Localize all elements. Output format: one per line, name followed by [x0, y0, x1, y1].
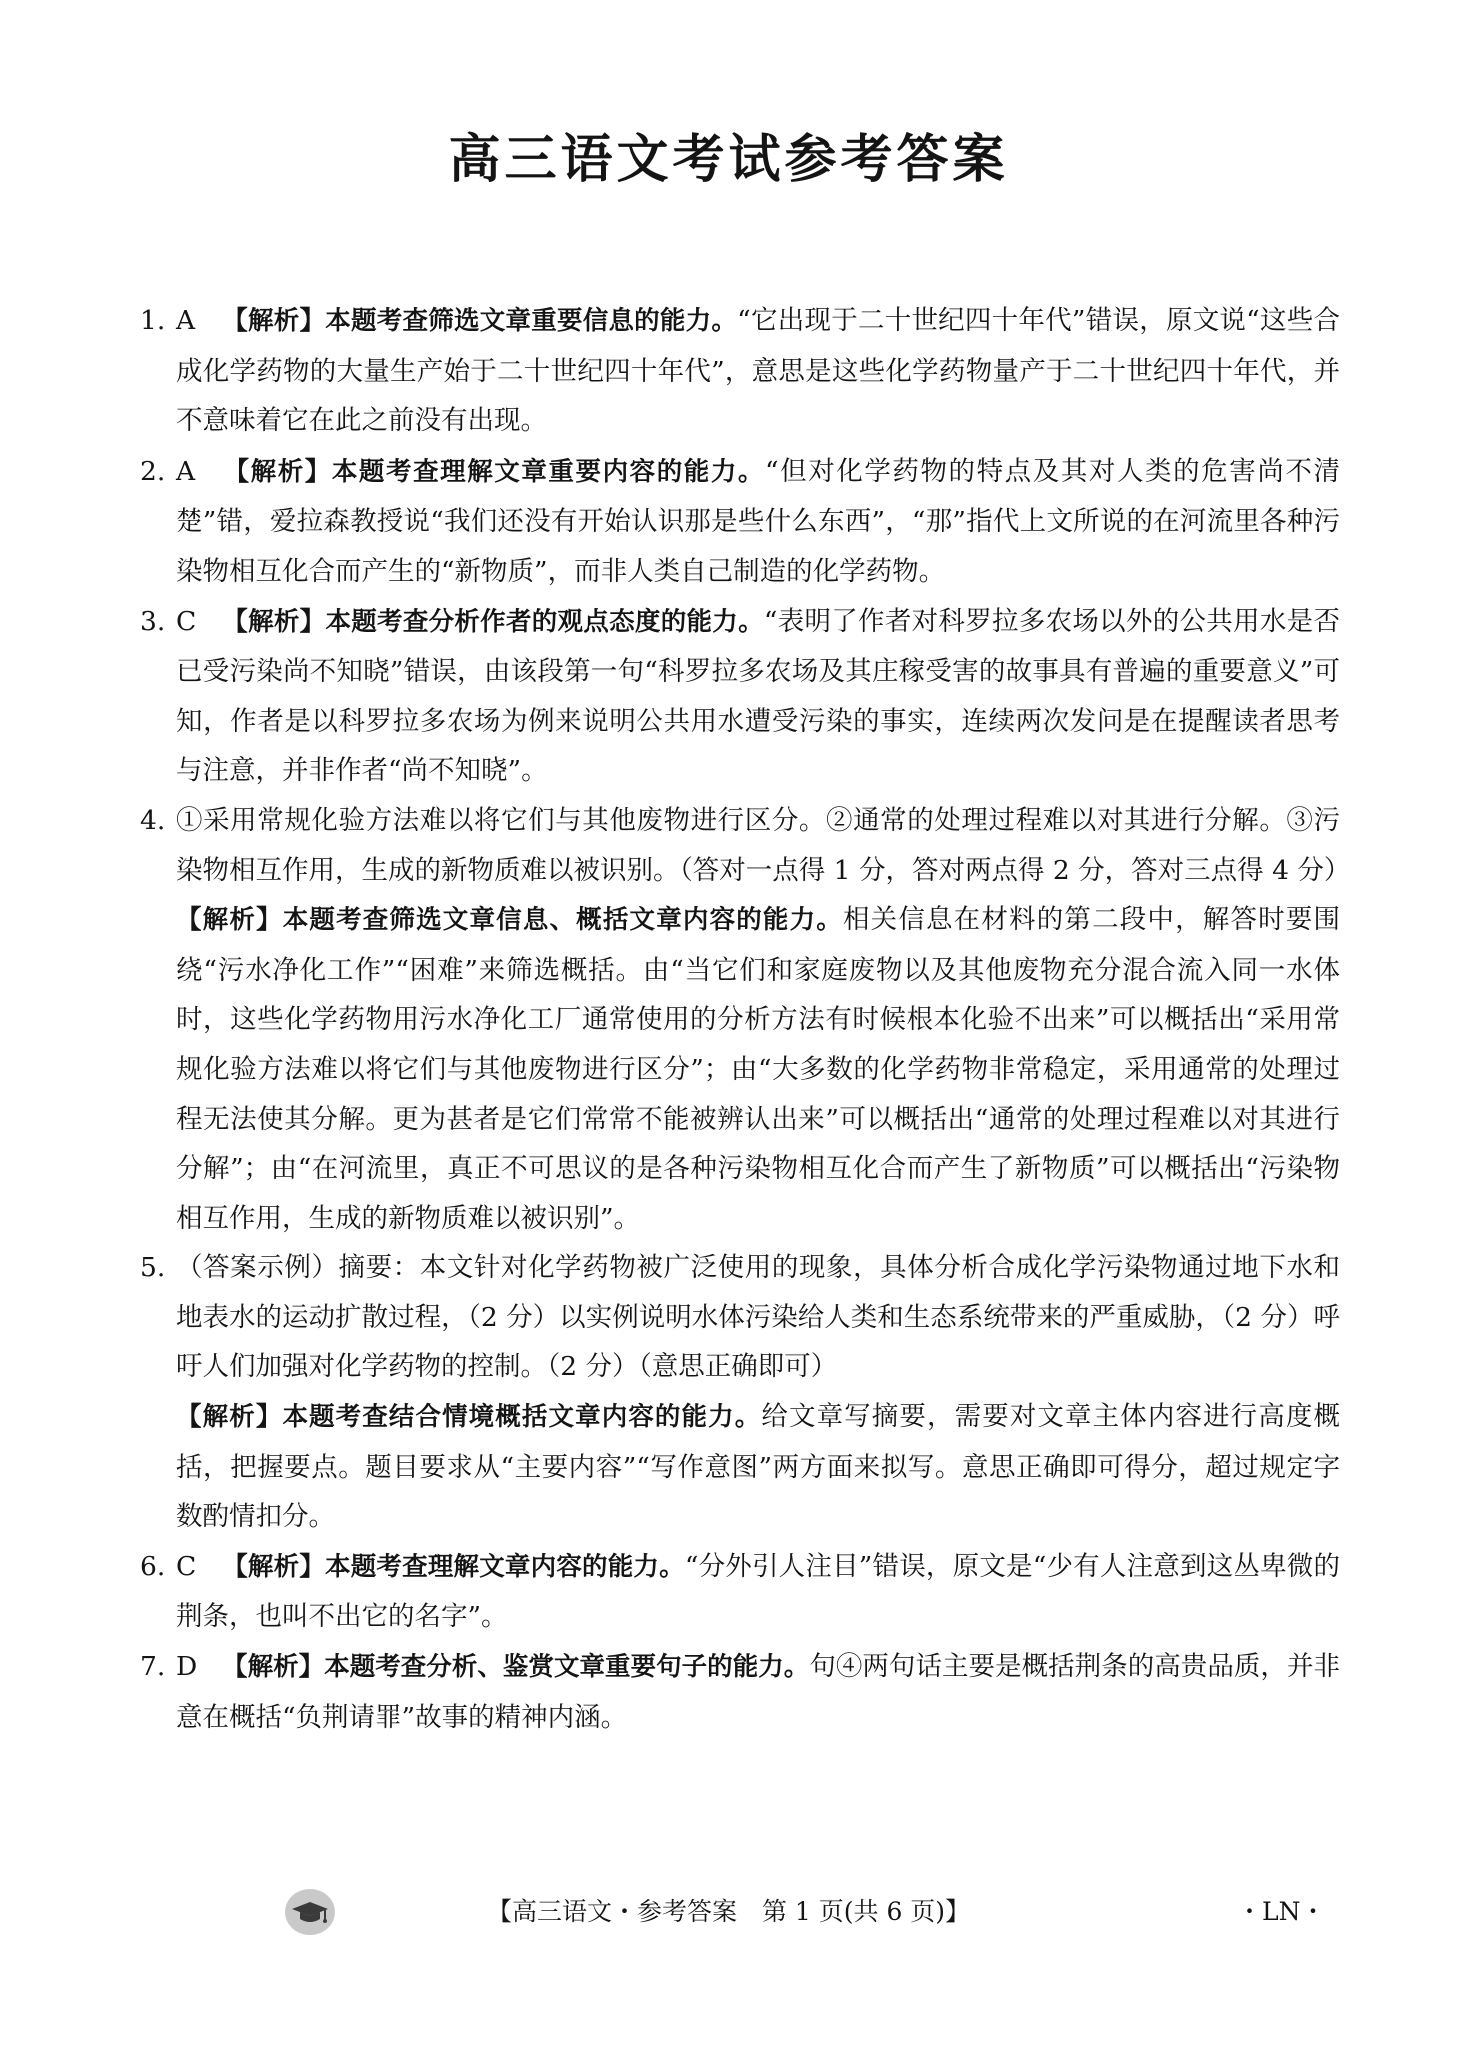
analysis-label: 【解析】 — [176, 1402, 283, 1433]
analysis-block-4 — [140, 895, 1340, 1243]
analysis-text: “表明了作者对科罗拉多农场以外的公共用水是否已受污染尚不知晓”错误，由该段第一句“科罗拉多农场及其庄稼受害的故事具有普遍的重要意义”可知，作者是以科罗拉多农场为例来说明公共用水遭受污染的事实，连续两次发问是在提醒读者思考与注意，并非作者“尚不知晓”。 — [176, 605, 1340, 787]
analysis-text: “它出现于二十世纪四十年代”错误，原文说“这些合成化学药物的大量生产始于二十世纪四十年代”，意思是这些化学药物量产于二十世纪四十年代，并不意味着它在此之前没有出现。 — [176, 305, 1340, 437]
answer-item-5 — [140, 1243, 1340, 1392]
item-answer: ①采用常规化验方法难以将它们与其他废物进行区分。②通常的处理过程难以对其进行分解。③污染物相互作用，生成的新物质难以被识别。（答对一点得 1 分，答对两点得 2 分，答对三点得 4 分） — [176, 804, 1351, 886]
item-number: 7. — [140, 1651, 166, 1683]
item-number: 3. — [140, 605, 166, 637]
item-number: 2. — [140, 455, 166, 487]
analysis-text: 给文章写摘要，需要对文章主体内容进行高度概括，把握要点。题目要求从“主要内容”“写作意图”两方面来拟写。意思正确即可得分，超过规定字数酌情扣分。 — [176, 1401, 1340, 1533]
item-answer: （答案示例）摘要：本文针对化学药物被广泛使用的现象，具体分析合成化学污染物通过地下水和地表水的运动扩散过程，（2 分）以实例说明水体污染给人类和生态系统带来的严重威胁，（2 分）呼吁人们加强对化学药物的控制。（2 分）（意思正确即可） — [176, 1252, 1340, 1383]
answer-item-3 — [140, 597, 1340, 796]
analysis-lead: 本题考查筛选文章重要信息的能力。 — [325, 306, 738, 336]
answer-item-6 — [140, 1542, 1340, 1642]
analysis-lead: 本题考查结合情境概括文章内容的能力。 — [282, 1402, 762, 1433]
item-number: 1. — [140, 305, 166, 336]
analysis-lead: 本题考查理解文章重要内容的能力。 — [331, 456, 765, 487]
answer-item-7 — [140, 1642, 1340, 1742]
item-answer: D — [176, 1651, 198, 1683]
item-number: 4. — [140, 804, 166, 836]
item-number: 6. — [140, 1550, 166, 1582]
answer-list — [140, 296, 1351, 1742]
item-answer: C — [176, 605, 197, 637]
answer-item-2 — [140, 447, 1340, 597]
analysis-label: 【解析】 — [176, 905, 283, 936]
analysis-label: 【解析】 — [222, 306, 326, 336]
analysis-lead: 本题考查分析作者的观点态度的能力。 — [325, 606, 764, 637]
analysis-block-5 — [140, 1392, 1340, 1542]
footer-code: ・LN・ — [1237, 1897, 1326, 1926]
analysis-label: 【解析】 — [222, 456, 332, 487]
item-answer: A — [176, 305, 196, 336]
item-number: 5. — [140, 1252, 166, 1284]
page-footer — [0, 1889, 1457, 1933]
analysis-lead: 本题考查筛选文章信息、概括文章内容的能力。 — [282, 905, 843, 936]
analysis-label: 【解析】 — [222, 1551, 326, 1582]
footer-page-info: 【高三语文・参考答案 第 1 页(共 6 页)】 — [486, 1897, 971, 1926]
analysis-lead: 本题考查理解文章内容的能力。 — [325, 1551, 685, 1582]
analysis-text: “分外引人注目”错误，原文是“少有人注意到这丛卑微的荆条，也叫不出它的名字”。 — [176, 1550, 1340, 1633]
analysis-label: 【解析】 — [222, 606, 326, 637]
page-title: 高三语文考试参考答案 — [448, 130, 1009, 190]
analysis-text: “但对化学药物的特点及其对人类的危害尚不清楚”错，爱拉森教授说“我们还没有开始认识那是些什么东西”，“那”指代上文所说的在河流里各种污染物相互化合而产生的“新物质”，而非人类自己制造的化学药物。 — [176, 455, 1340, 587]
analysis-label: 【解析】 — [222, 1652, 325, 1683]
answer-item-4 — [140, 796, 1351, 895]
analysis-lead: 本题考查分析、鉴赏文章重要句子的能力。 — [324, 1652, 810, 1683]
analysis-text: 相关信息在材料的第二段中，解答时要围绕“污水净化工作”“困难”来筛选概括。由“当它们和家庭废物以及其他废物充分混合流入同一水体时，这些化学药物用污水净化工厂通常使用的分析方法有时候根本化验不出来”可以概括出“采用常规化验方法难以将它们与其他废物进行区分”；由“大多数的化学药物非常稳定，采用通常的处理过程无法使其分解。更为甚者是它们常常不能被辨认出来”可以概括出“通常的处理过程难以对其进行分解”；由“在河流里，真正不可思议的是各种污染物相互化合而产生了新物质”可以概括出“污染物相互作用，生成的新物质难以被识别”。 — [176, 904, 1340, 1234]
analysis-text: 句④两句话主要是概括荆条的高贵品质，并非意在概括“负荆请罪”故事的精神内涵。 — [176, 1651, 1340, 1733]
item-answer: A — [176, 455, 196, 487]
answer-item-1 — [140, 296, 1340, 446]
item-answer: C — [176, 1550, 197, 1582]
